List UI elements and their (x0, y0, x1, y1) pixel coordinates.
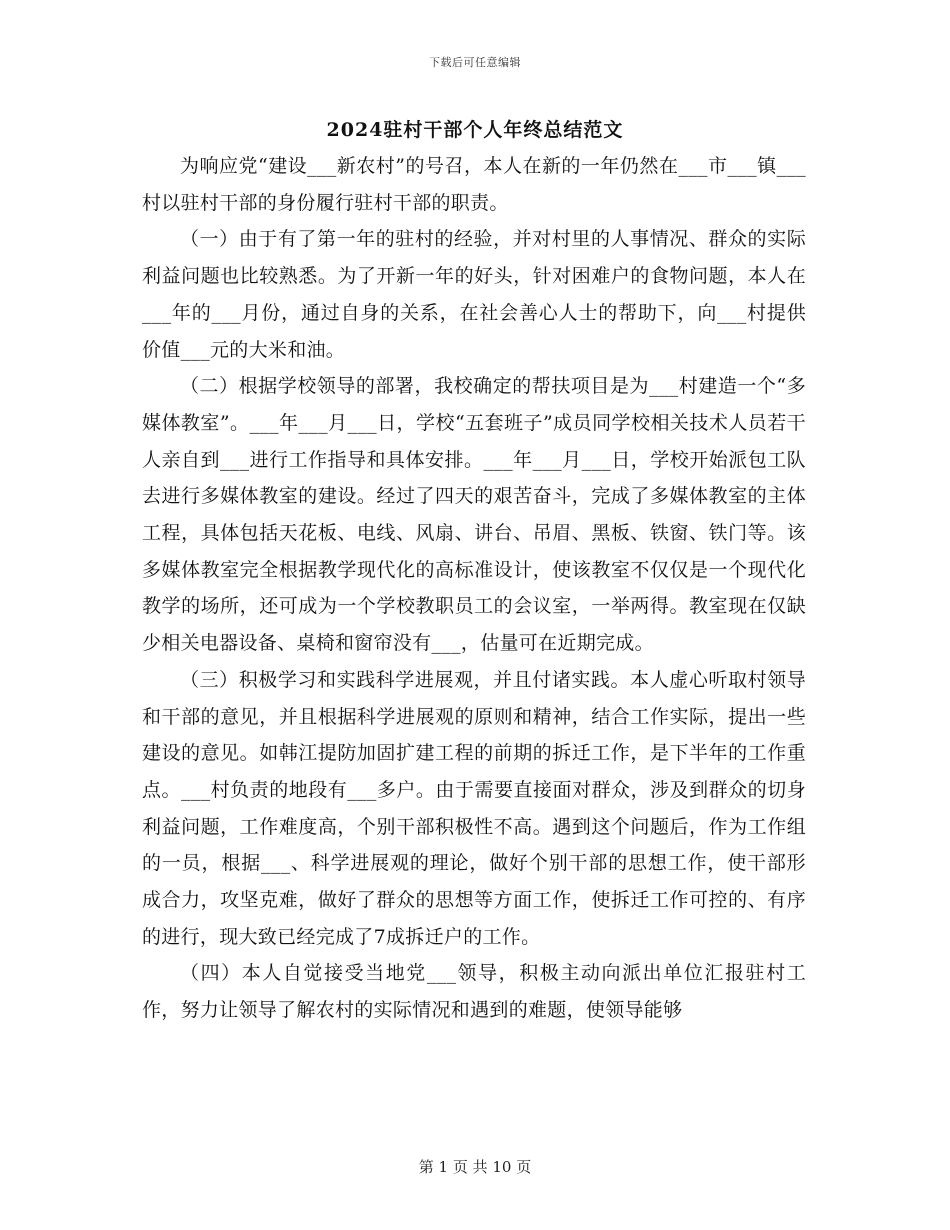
header-note: 下载后可任意编辑 (429, 56, 521, 69)
paragraph-section-1: （一）由于有了第一年的驻村的经验，并对村里的人事情况、群众的实际利益问题也比较熟悉。为了开新一年的好头，针对困难户的食物问题，本人在___年的___月份，通过自身的关系，在社会善心人士的帮助下，向___村提供价值___元的大米和油。 (142, 228, 806, 361)
paragraph-intro: 为响应党“建设___新农村”的号召，本人在新的一年仍然在___市___镇___村以驻村干部的身份履行驻村干部的职责。 (142, 155, 806, 214)
document-title: 2024驻村干部个人年终总结范文 (326, 119, 624, 141)
document-body (142, 148, 806, 1029)
page-number-footer: 第 1 页 共 10 页 (418, 1158, 532, 1176)
paragraph-section-3: （三）积极学习和实践科学进展观，并且付诸实践。本人虚心听取村领导和干部的意见，并且根据科学进展观的原则和精神，结合工作实际，提出一些建设的意见。如韩江提防加固扩建工程的前期的拆迁工作，是下半年的工作重点。___村负责的地段有___多户。由于需要直接面对群众，涉及到群众的切身利益问题，工作难度高，个别干部积极性不高。遇到这个问题后，作为工作组的一员，根据___、科学进展观的理论，做好个别干部的思想工作，使干部形成合力，攻坚克难，做好了群众的思想等方面工作，使拆迁工作可控的、有序的进行，现大致已经完成了7成拆迁户的工作。 (142, 668, 806, 948)
paragraph-section-4: （四）本人自觉接受当地党___领导，积极主动向派出单位汇报驻村工作，努力让领导了解农村的实际情况和遇到的难题，使领导能够 (142, 962, 806, 1022)
paragraph-section-2: （二）根据学校领导的部署，我校确定的帮扶项目是为___村建造一个“多媒体教室”。___年___月___日，学校“五套班子”成员同学校相关技术人员若干人亲自到___进行工作指导和具体安排。___年___月___日，学校开始派包工队去进行多媒体教室的建设。经过了四天的艰苦奋斗，完成了多媒体教室的主体工程，具体包括天花板、电线、风扇、讲台、吊眉、黑板、铁窗、铁门等。该多媒体教室完全根据教学现代化的高标准设计，使该教室不仅仅是一个现代化教学的场所，还可成为一个学校教职员工的会议室，一举两得。教室现在仅缺少相关电器设备、桌椅和窗帘没有___，估量可在近期完成。 (142, 375, 806, 655)
